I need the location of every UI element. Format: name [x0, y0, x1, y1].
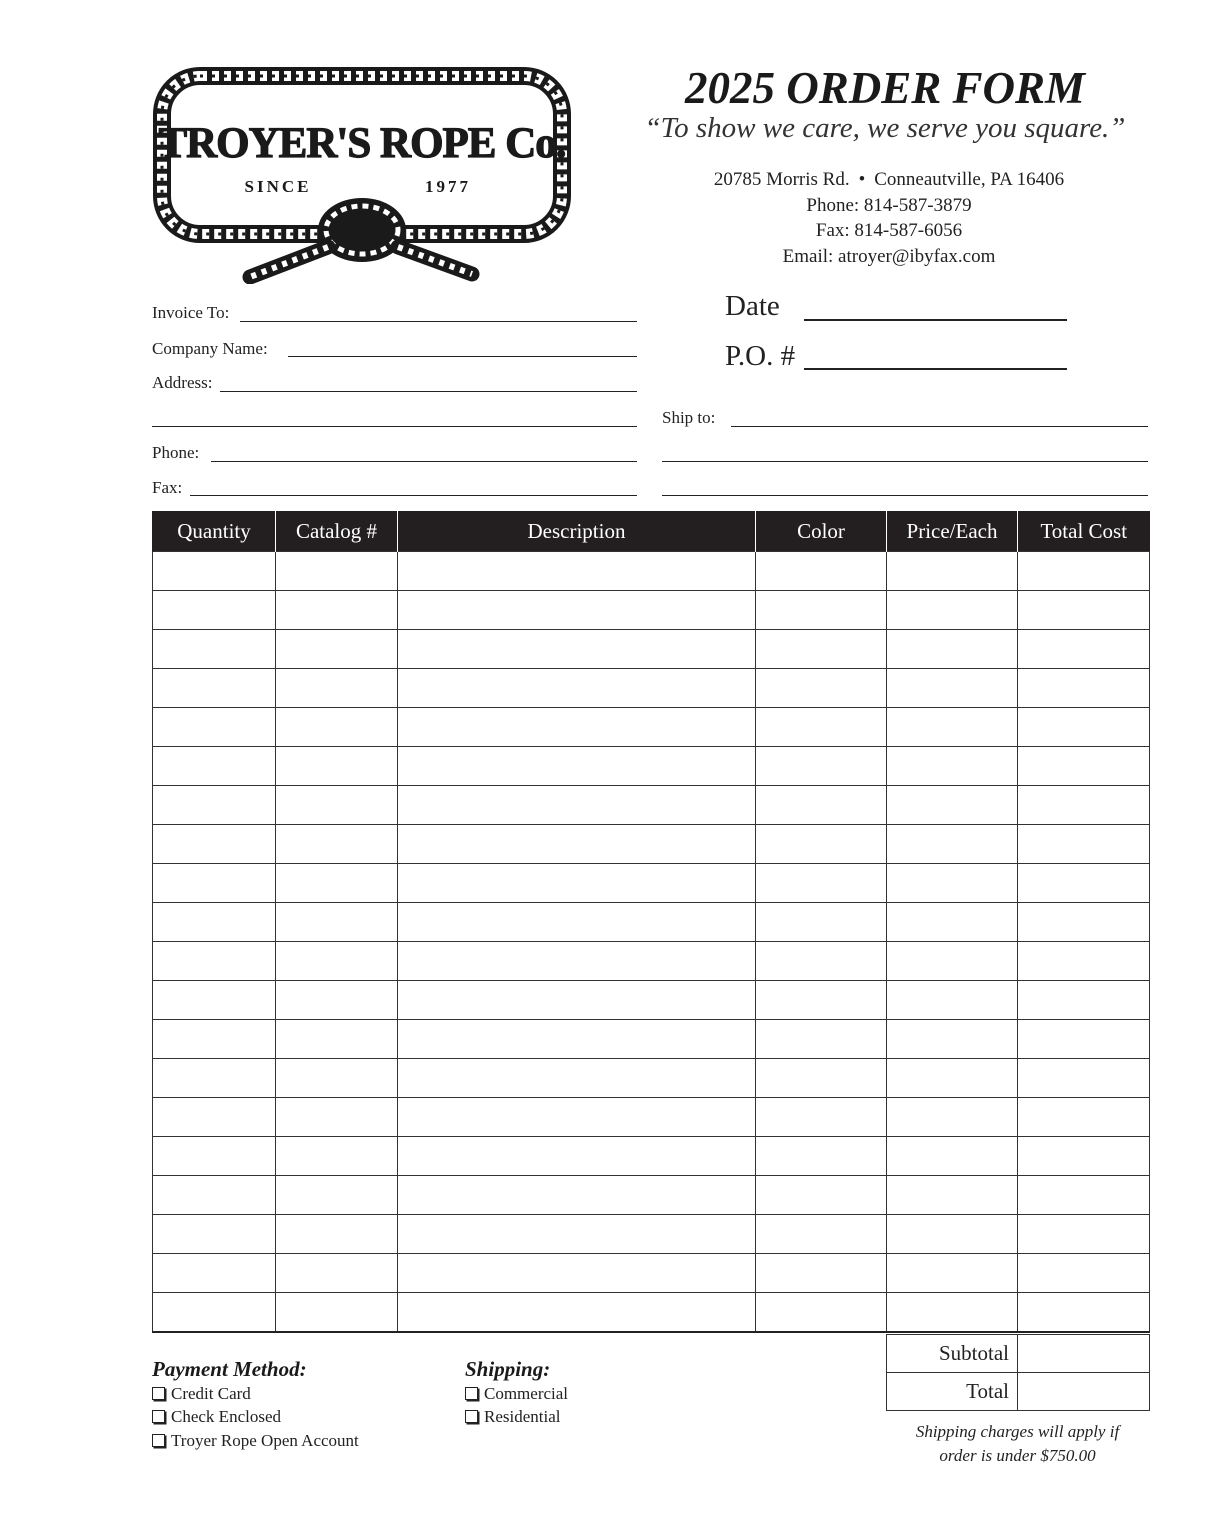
description-cell[interactable] [398, 630, 756, 669]
price-each-cell[interactable] [887, 630, 1018, 669]
payment-option-label: Credit Card [171, 1384, 251, 1403]
description-cell[interactable] [398, 1215, 756, 1254]
color-cell[interactable] [756, 669, 887, 708]
total-cost-cell[interactable] [1018, 1098, 1150, 1137]
description-cell[interactable] [398, 747, 756, 786]
price-each-cell[interactable] [887, 1020, 1018, 1059]
shipping-option-label: Commercial [484, 1384, 569, 1403]
color-cell[interactable] [756, 747, 887, 786]
column-header-quantity: Quantity [153, 511, 276, 552]
catalog-number-cell[interactable] [276, 1059, 398, 1098]
total-cost-cell[interactable] [1018, 786, 1150, 825]
price-each-cell[interactable] [887, 1137, 1018, 1176]
quantity-cell[interactable] [153, 708, 276, 747]
total-cost-cell[interactable] [1018, 1020, 1150, 1059]
logo-name: TROYER'S ROPE Co. [158, 120, 566, 167]
catalog-number-cell[interactable] [276, 942, 398, 981]
description-cell[interactable] [398, 1098, 756, 1137]
quantity-cell[interactable] [153, 1020, 276, 1059]
quantity-cell[interactable] [153, 981, 276, 1020]
table-row [153, 669, 1150, 708]
total-label: Total [887, 1373, 1018, 1411]
shipping-note-line-1: Shipping charges will apply if [915, 1422, 1120, 1441]
quantity-cell[interactable] [153, 591, 276, 630]
table-row [153, 747, 1150, 786]
company-address [600, 169, 1178, 191]
date-label: Date [725, 290, 780, 322]
total-cost-cell[interactable] [1018, 669, 1150, 708]
table-row [153, 552, 1150, 591]
subtotal-cell[interactable] [1018, 1335, 1150, 1373]
description-cell[interactable] [398, 1176, 756, 1215]
total-cell[interactable] [1018, 1373, 1150, 1411]
quantity-cell[interactable] [153, 903, 276, 942]
catalog-number-cell[interactable] [276, 1254, 398, 1293]
table-row [153, 981, 1150, 1020]
total-cost-cell[interactable] [1018, 591, 1150, 630]
color-cell[interactable] [756, 1098, 887, 1137]
ship-to-field[interactable] [731, 426, 1148, 427]
table-row [153, 864, 1150, 903]
quantity-cell[interactable] [153, 1176, 276, 1215]
description-cell[interactable] [398, 1059, 756, 1098]
catalog-number-cell[interactable] [276, 864, 398, 903]
quantity-cell[interactable] [153, 1254, 276, 1293]
description-cell[interactable] [398, 1137, 756, 1176]
company-tagline: “To show we care, we serve you square.” [644, 112, 1126, 144]
description-cell[interactable] [398, 903, 756, 942]
description-cell[interactable] [398, 1254, 756, 1293]
table-row [153, 1137, 1150, 1176]
price-each-cell[interactable] [887, 1176, 1018, 1215]
description-cell[interactable] [398, 825, 756, 864]
description-cell[interactable] [398, 1020, 756, 1059]
total-cost-cell[interactable] [1018, 1059, 1150, 1098]
price-each-cell[interactable] [887, 1059, 1018, 1098]
color-cell[interactable] [756, 708, 887, 747]
price-each-cell[interactable] [887, 942, 1018, 981]
checkbox-icon[interactable] [152, 1434, 165, 1447]
catalog-number-cell[interactable] [276, 708, 398, 747]
price-each-cell[interactable] [887, 1098, 1018, 1137]
city-state-zip: Conneautville, PA 16406 [874, 169, 1065, 190]
table-row [153, 786, 1150, 825]
price-each-cell[interactable] [887, 981, 1018, 1020]
catalog-number-cell[interactable] [276, 903, 398, 942]
color-cell[interactable] [756, 1293, 887, 1333]
total-cost-cell[interactable] [1018, 630, 1150, 669]
quantity-cell[interactable] [153, 786, 276, 825]
address-label: Address: [152, 373, 213, 392]
company-fax: Fax: 814-587-6056 [815, 220, 963, 241]
catalog-number-cell[interactable] [276, 1020, 398, 1059]
table-row [153, 1215, 1150, 1254]
table-row [153, 1176, 1150, 1215]
description-cell[interactable] [398, 942, 756, 981]
po-number-field[interactable] [804, 368, 1067, 370]
invoice-to-field[interactable] [240, 321, 637, 322]
po-number-label: P.O. # [725, 340, 796, 372]
total-cost-cell[interactable] [1018, 903, 1150, 942]
column-header-catalog-number: Catalog # [276, 511, 398, 552]
catalog-number-cell[interactable] [276, 825, 398, 864]
catalog-number-cell[interactable] [276, 1098, 398, 1137]
price-each-cell[interactable] [887, 1254, 1018, 1293]
table-row [153, 1098, 1150, 1137]
fax-label: Fax: [152, 478, 183, 497]
quantity-cell[interactable] [153, 1293, 276, 1333]
company-logo [150, 62, 575, 284]
color-cell[interactable] [756, 864, 887, 903]
logo-since-year: 1977 [425, 177, 471, 196]
payment-method-heading: Payment Method: [152, 1357, 307, 1381]
invoice-to-label: Invoice To: [152, 303, 230, 322]
table-row [153, 1059, 1150, 1098]
table-row [153, 1020, 1150, 1059]
quantity-cell[interactable] [153, 942, 276, 981]
total-cost-cell[interactable] [1018, 747, 1150, 786]
price-each-cell[interactable] [887, 1215, 1018, 1254]
company-name-field[interactable] [288, 356, 637, 357]
quantity-cell[interactable] [153, 825, 276, 864]
company-email: Email: atroyer@ibyfax.com [782, 246, 996, 267]
total-cost-cell[interactable] [1018, 864, 1150, 903]
logo-since-label: SINCE [244, 177, 312, 196]
table-row [153, 708, 1150, 747]
catalog-number-cell[interactable] [276, 1176, 398, 1215]
color-cell[interactable] [756, 1215, 887, 1254]
column-header-total-cost: Total Cost [1018, 511, 1150, 552]
table-row [153, 825, 1150, 864]
color-cell[interactable] [756, 591, 887, 630]
color-cell[interactable] [756, 903, 887, 942]
checkbox-icon[interactable] [152, 1387, 165, 1400]
subtotal-label: Subtotal [887, 1335, 1018, 1373]
totals-table [886, 1334, 1150, 1411]
color-cell[interactable] [756, 825, 887, 864]
date-field[interactable] [804, 319, 1067, 321]
ship-to-field-line-3[interactable] [662, 495, 1148, 496]
description-cell[interactable] [398, 981, 756, 1020]
column-header-color: Color [756, 511, 887, 552]
price-each-cell[interactable] [887, 864, 1018, 903]
price-each-cell[interactable] [887, 1293, 1018, 1333]
catalog-number-cell[interactable] [276, 786, 398, 825]
total-cost-cell[interactable] [1018, 1254, 1150, 1293]
quantity-cell[interactable] [153, 552, 276, 591]
quantity-cell[interactable] [153, 747, 276, 786]
total-cost-cell[interactable] [1018, 1293, 1150, 1333]
color-cell[interactable] [756, 1176, 887, 1215]
catalog-number-cell[interactable] [276, 1293, 398, 1333]
color-cell[interactable] [756, 942, 887, 981]
price-each-cell[interactable] [887, 669, 1018, 708]
subtotal-row [887, 1335, 1150, 1373]
total-cost-cell[interactable] [1018, 825, 1150, 864]
color-cell[interactable] [756, 1137, 887, 1176]
description-cell[interactable] [398, 864, 756, 903]
catalog-number-cell[interactable] [276, 1137, 398, 1176]
company-phone: Phone: 814-587-3879 [806, 195, 972, 216]
table-row [153, 942, 1150, 981]
quantity-cell[interactable] [153, 1215, 276, 1254]
color-cell[interactable] [756, 630, 887, 669]
color-cell[interactable] [756, 981, 887, 1020]
table-row [153, 591, 1150, 630]
total-row [887, 1373, 1150, 1411]
fax-field[interactable] [190, 495, 637, 496]
company-name-label: Company Name: [152, 339, 268, 358]
color-cell[interactable] [756, 1059, 887, 1098]
payment-option-check-enclosed[interactable] [152, 1407, 281, 1427]
price-each-cell[interactable] [887, 903, 1018, 942]
payment-option-label: Check Enclosed [171, 1407, 281, 1426]
description-cell[interactable] [398, 708, 756, 747]
quantity-cell[interactable] [153, 1059, 276, 1098]
address-field-line-2[interactable] [152, 426, 637, 427]
bullet-separator: • [858, 169, 866, 190]
total-cost-cell[interactable] [1018, 552, 1150, 591]
description-cell[interactable] [398, 591, 756, 630]
payment-option-open-account[interactable] [152, 1431, 359, 1451]
price-each-cell[interactable] [887, 786, 1018, 825]
catalog-number-cell[interactable] [276, 1215, 398, 1254]
shipping-option-residential[interactable] [465, 1407, 560, 1427]
total-cost-cell[interactable] [1018, 942, 1150, 981]
catalog-number-cell[interactable] [276, 981, 398, 1020]
total-cost-cell[interactable] [1018, 1137, 1150, 1176]
quantity-cell[interactable] [153, 1137, 276, 1176]
price-each-cell[interactable] [887, 825, 1018, 864]
address-field[interactable] [220, 391, 637, 392]
description-cell[interactable] [398, 552, 756, 591]
checkbox-icon[interactable] [152, 1410, 165, 1423]
shipping-heading: Shipping: [465, 1357, 551, 1381]
price-each-cell[interactable] [887, 747, 1018, 786]
shipping-option-label: Residential [484, 1407, 561, 1426]
column-header-price-each: Price/Each [887, 511, 1018, 552]
quantity-cell[interactable] [153, 864, 276, 903]
total-cost-cell[interactable] [1018, 1215, 1150, 1254]
shipping-charges-note [886, 1420, 1149, 1468]
payment-option-credit-card[interactable] [152, 1384, 251, 1404]
checkbox-icon[interactable] [465, 1387, 478, 1400]
quantity-cell[interactable] [153, 1098, 276, 1137]
description-cell[interactable] [398, 1293, 756, 1333]
total-cost-cell[interactable] [1018, 981, 1150, 1020]
table-row [153, 1293, 1150, 1333]
catalog-number-cell[interactable] [276, 747, 398, 786]
description-cell[interactable] [398, 786, 756, 825]
ship-to-field-line-2[interactable] [662, 461, 1148, 462]
column-header-description: Description [398, 511, 756, 552]
quantity-cell[interactable] [153, 630, 276, 669]
order-items-table [152, 511, 1150, 1333]
checkbox-icon[interactable] [465, 1410, 478, 1423]
price-each-cell[interactable] [887, 591, 1018, 630]
quantity-cell[interactable] [153, 669, 276, 708]
shipping-note-line-2: order is under $750.00 [939, 1446, 1096, 1465]
total-cost-cell[interactable] [1018, 1176, 1150, 1215]
street-address: 20785 Morris Rd. [713, 169, 850, 190]
form-title: 2025 ORDER FORM [684, 63, 1086, 113]
table-header-row [153, 511, 1150, 552]
total-cost-cell[interactable] [1018, 708, 1150, 747]
catalog-number-cell[interactable] [276, 669, 398, 708]
catalog-number-cell[interactable] [276, 591, 398, 630]
catalog-number-cell[interactable] [276, 630, 398, 669]
shipping-option-commercial[interactable] [465, 1384, 568, 1404]
color-cell[interactable] [756, 552, 887, 591]
color-cell[interactable] [756, 1254, 887, 1293]
catalog-number-cell[interactable] [276, 552, 398, 591]
color-cell[interactable] [756, 1020, 887, 1059]
payment-option-label: Troyer Rope Open Account [171, 1431, 359, 1450]
table-row [153, 903, 1150, 942]
phone-field[interactable] [211, 461, 637, 462]
table-row [153, 1254, 1150, 1293]
ship-to-label: Ship to: [662, 408, 716, 427]
description-cell[interactable] [398, 669, 756, 708]
table-row [153, 630, 1150, 669]
phone-label: Phone: [152, 443, 200, 462]
price-each-cell[interactable] [887, 552, 1018, 591]
color-cell[interactable] [756, 786, 887, 825]
price-each-cell[interactable] [887, 708, 1018, 747]
